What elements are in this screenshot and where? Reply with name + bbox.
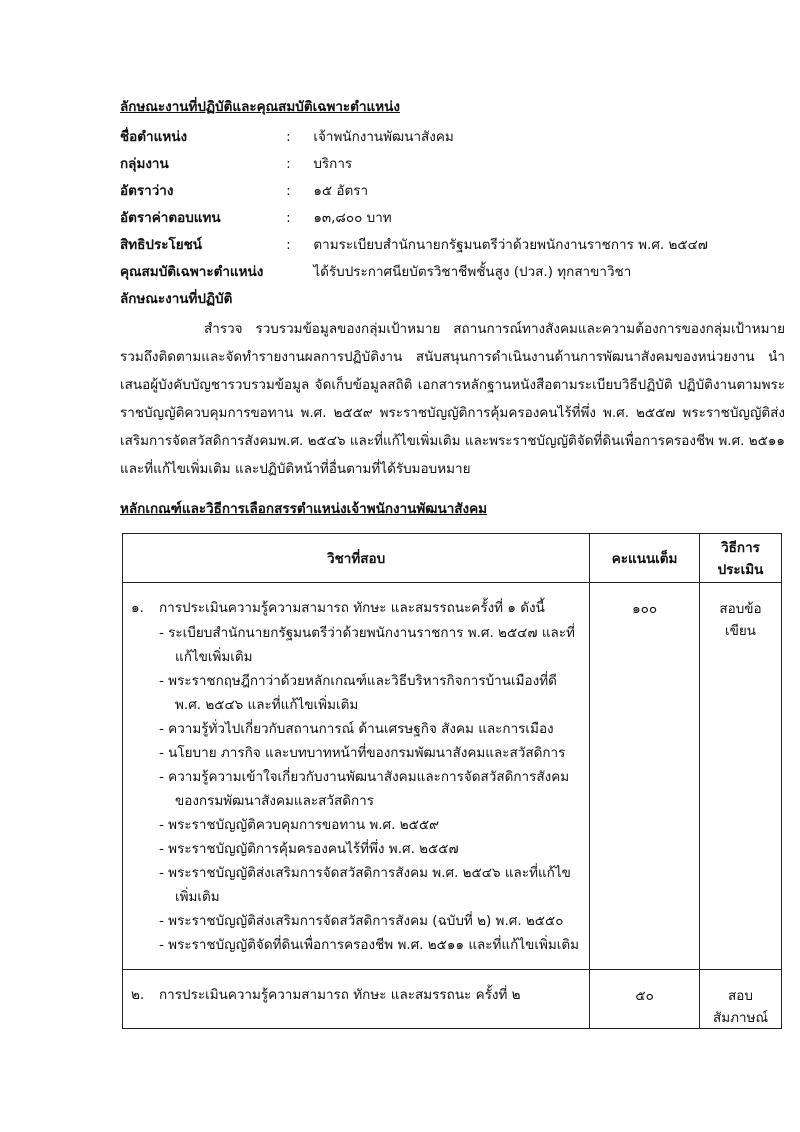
field-label: กลุ่มงาน [120, 156, 169, 172]
list-item: - พระราชบัญญัติจัดที่ดินเพื่อการครองชีพ พ.ศ. ๒๕๑๑ และที่แก้ไขเพิ่มเติม [159, 933, 581, 957]
field-label: สิทธิประโยชน์ [120, 237, 203, 253]
duties-heading: ลักษณะงานที่ปฏิบัติ [120, 291, 233, 307]
topic-list [131, 621, 581, 957]
score-cell: ๕๐ [590, 970, 700, 1029]
field-value: ๑๕ อัตรา [313, 183, 369, 199]
header-score: คะแนนเต็ม [590, 534, 700, 583]
subject-cell [123, 583, 590, 970]
field-value: บริการ [313, 156, 353, 172]
exam-table [122, 533, 782, 1029]
subject-title: การประเมินความรู้ความสามารถ ทักษะ และสมรรถนะ ครั้งที่ ๒ [159, 987, 521, 1003]
header-method: วิธีการประเมิน [700, 534, 782, 583]
table-row [123, 583, 782, 970]
list-item: - พระราชบัญญัติการคุ้มครองคนไร้ที่พึ่ง พ.ศ. ๒๕๕๗ [159, 837, 581, 861]
field-separator: : [286, 156, 291, 172]
field-value: ๑๓,๘๐๐ บาท [313, 210, 392, 226]
field-separator [277, 260, 299, 284]
position-fields [120, 125, 788, 284]
field-separator: : [286, 183, 291, 199]
list-item: - ความรู้ทั่วไปเกี่ยวกับสถานการณ์ ด้านเศรษฐกิจ สังคม และการเมือง [159, 717, 581, 741]
list-item: - นโยบาย ภารกิจ และบทบาทหน้าที่ของกรมพัฒนาสังคมและสวัสดิการ [159, 741, 581, 765]
field-value: เจ้าพนักงานพัฒนาสังคม [313, 129, 454, 145]
list-item: - ระเบียบสำนักนายกรัฐมนตรีว่าด้วยพนักงานราชการ พ.ศ. ๒๕๔๗ และที่แก้ไขเพิ่มเติม [159, 621, 581, 669]
list-item: - ความรู้ความเข้าใจเกี่ยวกับงานพัฒนาสังคมและการจัดสวัสดิการสังคมของกรมพัฒนาสังคมและสวัสดิการ [159, 765, 581, 813]
list-item: - พระราชกฤษฎีกาว่าด้วยหลักเกณฑ์และวิธีบริหารกิจการบ้านเมืองที่ดี พ.ศ. ๒๕๔๖ และที่แก้ไขเพิ่มเติม [159, 669, 581, 717]
list-item: - พระราชบัญญัติส่งเสริมการจัดสวัสดิการสังคม พ.ศ. ๒๕๔๖ และที่แก้ไขเพิ่มเติม [159, 861, 581, 909]
criteria-heading: หลักเกณฑ์และวิธีการเลือกสรรตำแหน่งเจ้าพนักงานพัฒนาสังคม [120, 501, 488, 517]
score-cell: ๑๐๐ [590, 583, 700, 970]
list-item: - พระราชบัญญัติส่งเสริมการจัดสวัสดิการสังคม (ฉบับที่ ๒) พ.ศ. ๒๕๕๐ [159, 909, 581, 933]
header-subject: วิชาที่สอบ [123, 534, 590, 583]
field-separator: : [286, 210, 291, 226]
method-cell: สอบสัมภาษณ์ [700, 970, 782, 1029]
list-item: - พระราชบัญญัติควบคุมการขอทาน พ.ศ. ๒๕๕๙ [159, 813, 581, 837]
subject-cell [123, 970, 590, 1029]
field-separator: : [286, 129, 291, 145]
field-value: ตามระเบียบสำนักนายกรัฐมนตรีว่าด้วยพนักงานราชการ พ.ศ. ๒๕๔๗ [313, 237, 708, 253]
item-number: ๑. [131, 600, 144, 616]
item-number: ๒. [131, 987, 145, 1003]
field-label: อัตราค่าตอบแทน [120, 210, 221, 226]
table-row [123, 970, 782, 1029]
duties-paragraph: สำรวจ รวบรวมข้อมูลของกลุ่มเป้าหมาย สถานการณ์ทางสังคมและความต้องการของกลุ่มเป้าหมาย รวมถึงติดตามและจัดทำรายงานผลการปฏิบัติงาน สนับสนุนการดำเนินงานด้านการพัฒนาสังคมของหน่วยงาน นำเสนอผู้บังคับบัญชารวบรวมข้อมูล จัดเก็บข้อมูลสถิติ เอกสารหลักฐานหนังสือตามระเบียบวิธีปฏิบัติ ปฏิบัติงานตามพระราชบัญญัติควบคุมการขอทาน พ.ศ. ๒๕๕๙ พระราชบัญญัติการคุ้มครองคนไร้ที่พึ่ง พ.ศ. ๒๕๕๗ พระราชบัญญัติส่งเสริมการจัดสวัสดิการสังคมพ.ศ. ๒๕๔๖ และที่แก้ไขเพิ่มเติม และพระราชบัญญัติจัดที่ดินเพื่อการครองชีพ พ.ศ. ๒๕๑๑ และที่แก้ไขเพิ่มเติม และปฏิบัติหน้าที่อื่นตามที่ได้รับมอบหมาย [120, 321, 785, 477]
section-title: ลักษณะงานที่ปฏิบัติและคุณสมบัติเฉพาะตำแหน่ง [120, 99, 400, 115]
field-separator: : [286, 237, 291, 253]
field-label: อัตราว่าง [120, 183, 174, 199]
field-value: ได้รับประกาศนียบัตรวิชาชีพชั้นสูง (ปวส.) ทุกสาขาวิชา [313, 264, 632, 280]
table-header-row [123, 534, 782, 583]
method-cell: สอบข้อเขียน [700, 583, 782, 970]
field-label: ชื่อตำแหน่ง [120, 129, 188, 145]
subject-title: การประเมินความรู้ความสามารถ ทักษะ และสมรรถนะครั้งที่ ๑ ดังนี้ [159, 600, 545, 616]
field-label: คุณสมบัติเฉพาะตำแหน่ง [120, 264, 264, 280]
